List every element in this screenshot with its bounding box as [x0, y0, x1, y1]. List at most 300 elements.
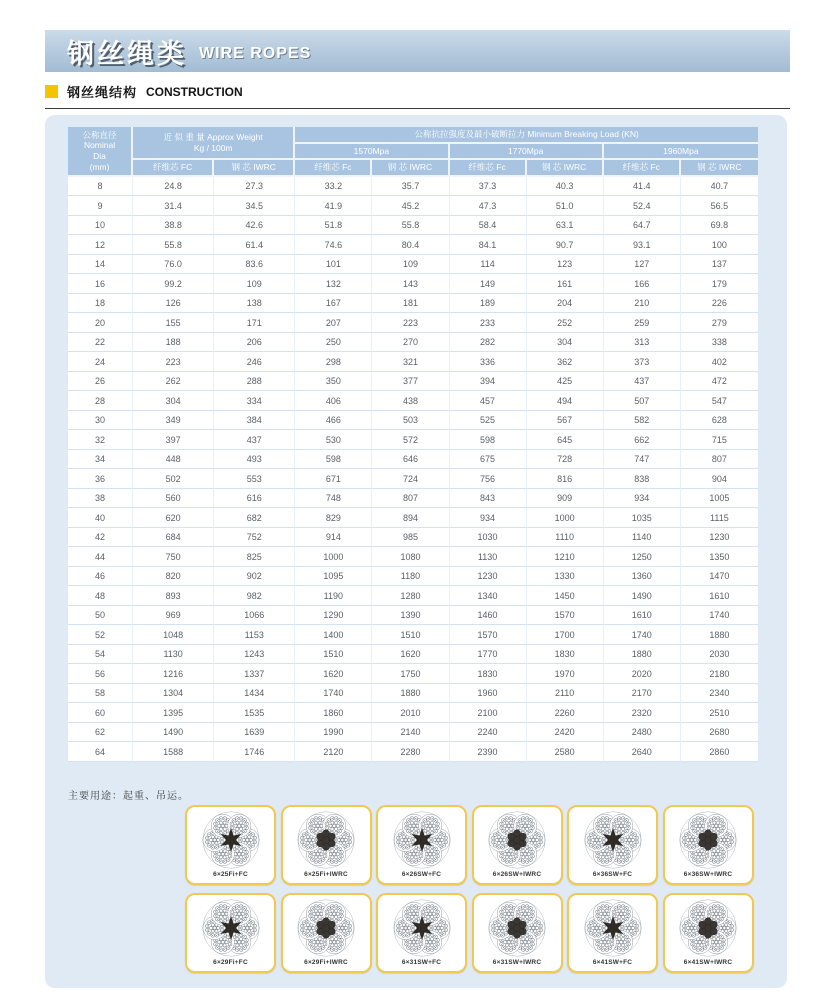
rope-card-grid [185, 805, 757, 973]
table-row [68, 177, 758, 197]
dia-cell: 24 [68, 352, 133, 372]
value-cell: 55.8 [133, 235, 214, 255]
value-cell: 616 [214, 489, 295, 509]
value-cell: 553 [214, 469, 295, 489]
value-cell: 34.5 [214, 196, 295, 216]
value-cell: 336 [450, 352, 527, 372]
value-cell: 2510 [681, 703, 758, 723]
table-row [68, 372, 758, 392]
value-cell: 530 [295, 430, 372, 450]
value-cell: 820 [133, 567, 214, 587]
value-cell: 437 [604, 372, 681, 392]
value-cell: 1400 [295, 625, 372, 645]
value-cell: 2480 [604, 723, 681, 743]
value-cell: 1830 [450, 664, 527, 684]
value-cell: 204 [527, 294, 604, 314]
value-cell: 304 [133, 391, 214, 411]
value-cell: 829 [295, 508, 372, 528]
col-header-1570mpa: 1570Mpa [295, 144, 449, 161]
value-cell: 1230 [450, 567, 527, 587]
value-cell: 47.3 [450, 196, 527, 216]
value-cell: 55.8 [372, 216, 449, 236]
value-cell: 1216 [133, 664, 214, 684]
value-cell: 252 [527, 313, 604, 333]
value-cell: 40.3 [527, 177, 604, 197]
value-cell: 1620 [295, 664, 372, 684]
value-cell: 1535 [214, 703, 295, 723]
value-cell: 188 [133, 333, 214, 353]
rope-cross-section-fc [583, 898, 643, 958]
content-panel [45, 115, 787, 988]
value-cell: 750 [133, 547, 214, 567]
banner-title-zh: 钢丝绳类 [67, 38, 187, 69]
value-cell: 259 [604, 313, 681, 333]
value-cell: 682 [214, 508, 295, 528]
value-cell: 52.4 [604, 196, 681, 216]
value-cell: 1620 [372, 645, 449, 665]
value-cell: 1395 [133, 703, 214, 723]
table-row [68, 333, 758, 353]
value-cell: 472 [681, 372, 758, 392]
rope-card-label: 6×36SW+IWRC [683, 871, 733, 878]
value-cell: 904 [681, 469, 758, 489]
rope-card-label: 6×36SW+FC [592, 871, 633, 878]
value-cell: 1030 [450, 528, 527, 548]
table-row [68, 352, 758, 372]
rope-cross-section-iwrc [296, 898, 356, 958]
banner-title-en: WIRE ROPES [199, 45, 312, 62]
dia-cell: 9 [68, 196, 133, 216]
rope-cross-section-iwrc [296, 810, 356, 870]
table-row [68, 645, 758, 665]
value-cell: 1153 [214, 625, 295, 645]
value-cell: 24.8 [133, 177, 214, 197]
col-header-approx-weight: 近 似 重 量 Approx Weight Kg / 100m [133, 127, 295, 160]
table-row [68, 606, 758, 626]
value-cell: 567 [527, 411, 604, 431]
dia-cell: 20 [68, 313, 133, 333]
rope-cross-section-iwrc [487, 898, 547, 958]
subcol-weight-fc: 纤维芯 FC [133, 160, 214, 177]
value-cell: 437 [214, 430, 295, 450]
table-row [68, 528, 758, 548]
value-cell: 126 [133, 294, 214, 314]
table-row [68, 216, 758, 236]
dia-cell: 48 [68, 586, 133, 606]
value-cell: 902 [214, 567, 295, 587]
value-cell: 74.6 [295, 235, 372, 255]
table-row [68, 684, 758, 704]
value-cell: 560 [133, 489, 214, 509]
value-cell: 1490 [604, 586, 681, 606]
value-cell: 84.1 [450, 235, 527, 255]
dia-cell: 40 [68, 508, 133, 528]
dia-cell: 58 [68, 684, 133, 704]
value-cell: 1360 [604, 567, 681, 587]
section-title-zh: 钢丝绳结构 [67, 85, 138, 100]
value-cell: 1005 [681, 489, 758, 509]
value-cell: 747 [604, 450, 681, 470]
rope-card-label: 6×29Fi+IWRC [304, 959, 348, 966]
table-row [68, 547, 758, 567]
value-cell: 179 [681, 274, 758, 294]
value-cell: 51.0 [527, 196, 604, 216]
value-cell: 1970 [527, 664, 604, 684]
value-cell: 969 [133, 606, 214, 626]
value-cell: 838 [604, 469, 681, 489]
col-header-1960mpa: 1960Mpa [604, 144, 758, 161]
value-cell: 893 [133, 586, 214, 606]
value-cell: 1610 [681, 586, 758, 606]
table-row [68, 255, 758, 275]
value-cell: 748 [295, 489, 372, 509]
value-cell: 171 [214, 313, 295, 333]
value-cell: 675 [450, 450, 527, 470]
value-cell: 1490 [133, 723, 214, 743]
value-cell: 100 [681, 235, 758, 255]
table-row [68, 586, 758, 606]
value-cell: 397 [133, 430, 214, 450]
value-cell: 279 [681, 313, 758, 333]
value-cell: 138 [214, 294, 295, 314]
value-cell: 2170 [604, 684, 681, 704]
rope-card [567, 893, 658, 973]
rope-card [567, 805, 658, 885]
value-cell: 934 [450, 508, 527, 528]
value-cell: 1570 [450, 625, 527, 645]
value-cell: 1066 [214, 606, 295, 626]
value-cell: 41.4 [604, 177, 681, 197]
value-cell: 2140 [372, 723, 449, 743]
value-cell: 226 [681, 294, 758, 314]
value-cell: 1330 [527, 567, 604, 587]
value-cell: 109 [372, 255, 449, 275]
value-cell: 45.2 [372, 196, 449, 216]
col-header-nominal-dia: 公称直径 Nominal Dia (mm) [68, 127, 133, 177]
value-cell: 582 [604, 411, 681, 431]
dia-cell: 26 [68, 372, 133, 392]
value-cell: 1130 [450, 547, 527, 567]
rope-card [663, 893, 754, 973]
table-row [68, 196, 758, 216]
value-cell: 143 [372, 274, 449, 294]
value-cell: 2030 [681, 645, 758, 665]
rope-card-label: 6×41SW+IWRC [683, 959, 733, 966]
subcol-1770-iwrc: 钢 芯 IWRC [527, 160, 604, 177]
value-cell: 2280 [372, 742, 449, 762]
rope-card-label: 6×25Fi+FC [213, 871, 248, 878]
value-cell: 166 [604, 274, 681, 294]
rope-card [472, 805, 563, 885]
value-cell: 2860 [681, 742, 758, 762]
value-cell: 1000 [527, 508, 604, 528]
value-cell: 646 [372, 450, 449, 470]
value-cell: 1095 [295, 567, 372, 587]
value-cell: 1230 [681, 528, 758, 548]
value-cell: 1304 [133, 684, 214, 704]
table-row [68, 625, 758, 645]
value-cell: 620 [133, 508, 214, 528]
value-cell: 894 [372, 508, 449, 528]
value-cell: 756 [450, 469, 527, 489]
value-cell: 90.7 [527, 235, 604, 255]
value-cell: 1180 [372, 567, 449, 587]
value-cell: 298 [295, 352, 372, 372]
dia-cell: 22 [68, 333, 133, 353]
rope-card-label: 6×41SW+FC [592, 959, 633, 966]
value-cell: 985 [372, 528, 449, 548]
value-cell: 181 [372, 294, 449, 314]
value-cell: 1460 [450, 606, 527, 626]
value-cell: 457 [450, 391, 527, 411]
value-cell: 1280 [372, 586, 449, 606]
value-cell: 58.4 [450, 216, 527, 236]
rope-card-label: 6×26SW+FC [401, 871, 442, 878]
table-row [68, 411, 758, 431]
value-cell: 1880 [681, 625, 758, 645]
value-cell: 288 [214, 372, 295, 392]
dia-cell: 56 [68, 664, 133, 684]
value-cell: 132 [295, 274, 372, 294]
dia-cell: 30 [68, 411, 133, 431]
value-cell: 1210 [527, 547, 604, 567]
value-cell: 724 [372, 469, 449, 489]
value-cell: 101 [295, 255, 372, 275]
value-cell: 210 [604, 294, 681, 314]
value-cell: 61.4 [214, 235, 295, 255]
value-cell: 684 [133, 528, 214, 548]
subcol-weight-iwrc: 钢 芯 IWRC [214, 160, 295, 177]
value-cell: 1740 [604, 625, 681, 645]
rope-cross-section-fc [201, 810, 261, 870]
value-cell: 1000 [295, 547, 372, 567]
rope-cross-section-fc [392, 810, 452, 870]
value-cell: 1035 [604, 508, 681, 528]
value-cell: 628 [681, 411, 758, 431]
value-cell: 282 [450, 333, 527, 353]
value-cell: 406 [295, 391, 372, 411]
value-cell: 2340 [681, 684, 758, 704]
value-cell: 83.6 [214, 255, 295, 275]
dia-cell: 64 [68, 742, 133, 762]
value-cell: 914 [295, 528, 372, 548]
value-cell: 1740 [295, 684, 372, 704]
value-cell: 338 [681, 333, 758, 353]
value-cell: 51.8 [295, 216, 372, 236]
subcol-1770-fc: 纤维芯 Fc [450, 160, 527, 177]
rope-card [472, 893, 563, 973]
value-cell: 38.8 [133, 216, 214, 236]
value-cell: 37.3 [450, 177, 527, 197]
value-cell: 161 [527, 274, 604, 294]
value-cell: 27.3 [214, 177, 295, 197]
dia-cell: 46 [68, 567, 133, 587]
value-cell: 33.2 [295, 177, 372, 197]
rope-card-label: 6×26SW+IWRC [492, 871, 542, 878]
rope-card [376, 893, 467, 973]
value-cell: 394 [450, 372, 527, 392]
value-cell: 1115 [681, 508, 758, 528]
value-cell: 2390 [450, 742, 527, 762]
value-cell: 752 [214, 528, 295, 548]
rope-card-label: 6×31SW+IWRC [492, 959, 542, 966]
spec-table [68, 127, 758, 762]
dia-cell: 8 [68, 177, 133, 197]
subcol-1570-iwrc: 钢 芯 IWRC [372, 160, 449, 177]
rope-cross-section-iwrc [678, 810, 738, 870]
value-cell: 304 [527, 333, 604, 353]
value-cell: 1510 [295, 645, 372, 665]
value-cell: 1450 [527, 586, 604, 606]
value-cell: 598 [450, 430, 527, 450]
value-cell: 149 [450, 274, 527, 294]
dia-cell: 12 [68, 235, 133, 255]
section-heading [45, 82, 790, 109]
value-cell: 2580 [527, 742, 604, 762]
value-cell: 334 [214, 391, 295, 411]
value-cell: 525 [450, 411, 527, 431]
dia-cell: 18 [68, 294, 133, 314]
value-cell: 1470 [681, 567, 758, 587]
value-cell: 349 [133, 411, 214, 431]
dia-cell: 44 [68, 547, 133, 567]
value-cell: 63.1 [527, 216, 604, 236]
value-cell: 1350 [681, 547, 758, 567]
value-cell: 1700 [527, 625, 604, 645]
value-cell: 715 [681, 430, 758, 450]
table-row [68, 703, 758, 723]
value-cell: 1746 [214, 742, 295, 762]
value-cell: 31.4 [133, 196, 214, 216]
value-cell: 35.7 [372, 177, 449, 197]
table-body [68, 177, 758, 762]
value-cell: 2020 [604, 664, 681, 684]
subcol-1960-fc: 纤维芯 Fc [604, 160, 681, 177]
value-cell: 807 [372, 489, 449, 509]
value-cell: 40.7 [681, 177, 758, 197]
value-cell: 1337 [214, 664, 295, 684]
table-row [68, 469, 758, 489]
value-cell: 56.5 [681, 196, 758, 216]
value-cell: 934 [604, 489, 681, 509]
yellow-bullet-icon [45, 85, 58, 98]
value-cell: 982 [214, 586, 295, 606]
table-row [68, 489, 758, 509]
value-cell: 425 [527, 372, 604, 392]
value-cell: 233 [450, 313, 527, 333]
table-row [68, 664, 758, 684]
dia-cell: 34 [68, 450, 133, 470]
value-cell: 1340 [450, 586, 527, 606]
value-cell: 1588 [133, 742, 214, 762]
value-cell: 167 [295, 294, 372, 314]
value-cell: 1243 [214, 645, 295, 665]
dia-cell: 10 [68, 216, 133, 236]
value-cell: 207 [295, 313, 372, 333]
value-cell: 1434 [214, 684, 295, 704]
value-cell: 189 [450, 294, 527, 314]
page-banner [45, 30, 790, 72]
value-cell: 262 [133, 372, 214, 392]
value-cell: 1570 [527, 606, 604, 626]
rope-card [281, 893, 372, 973]
dia-cell: 28 [68, 391, 133, 411]
rope-cross-section-fc [392, 898, 452, 958]
table-row [68, 567, 758, 587]
value-cell: 1880 [604, 645, 681, 665]
rope-card [281, 805, 372, 885]
usage-note: 主要用途：起重、吊运。 [68, 791, 189, 802]
value-cell: 114 [450, 255, 527, 275]
value-cell: 466 [295, 411, 372, 431]
value-cell: 2120 [295, 742, 372, 762]
value-cell: 1140 [604, 528, 681, 548]
rope-card-label: 6×29Fi+FC [213, 959, 248, 966]
value-cell: 1960 [450, 684, 527, 704]
value-cell: 507 [604, 391, 681, 411]
value-cell: 313 [604, 333, 681, 353]
value-cell: 598 [295, 450, 372, 470]
rope-card-label: 6×31SW+FC [401, 959, 442, 966]
value-cell: 662 [604, 430, 681, 450]
col-header-breaking-load: 公称抗拉强度及最小破断拉力 Minimum Breaking Load (KN) [295, 127, 758, 144]
value-cell: 1048 [133, 625, 214, 645]
value-cell: 402 [681, 352, 758, 372]
value-cell: 69.8 [681, 216, 758, 236]
value-cell: 1080 [372, 547, 449, 567]
dia-cell: 36 [68, 469, 133, 489]
value-cell: 807 [681, 450, 758, 470]
value-cell: 373 [604, 352, 681, 372]
table-row [68, 450, 758, 470]
value-cell: 384 [214, 411, 295, 431]
value-cell: 1860 [295, 703, 372, 723]
dia-cell: 14 [68, 255, 133, 275]
value-cell: 123 [527, 255, 604, 275]
col-header-1770mpa: 1770Mpa [450, 144, 604, 161]
value-cell: 1290 [295, 606, 372, 626]
value-cell: 377 [372, 372, 449, 392]
value-cell: 321 [372, 352, 449, 372]
value-cell: 1610 [604, 606, 681, 626]
dia-cell: 54 [68, 645, 133, 665]
rope-cross-section-iwrc [678, 898, 738, 958]
value-cell: 1880 [372, 684, 449, 704]
value-cell: 223 [133, 352, 214, 372]
table-row [68, 274, 758, 294]
value-cell: 2100 [450, 703, 527, 723]
value-cell: 1110 [527, 528, 604, 548]
dia-cell: 38 [68, 489, 133, 509]
value-cell: 362 [527, 352, 604, 372]
table-row [68, 235, 758, 255]
value-cell: 42.6 [214, 216, 295, 236]
value-cell: 1740 [681, 606, 758, 626]
value-cell: 825 [214, 547, 295, 567]
value-cell: 2320 [604, 703, 681, 723]
value-cell: 2180 [681, 664, 758, 684]
value-cell: 448 [133, 450, 214, 470]
value-cell: 2640 [604, 742, 681, 762]
value-cell: 155 [133, 313, 214, 333]
value-cell: 493 [214, 450, 295, 470]
value-cell: 572 [372, 430, 449, 450]
value-cell: 1190 [295, 586, 372, 606]
table-row [68, 313, 758, 333]
subcol-1570-fc: 纤维芯 Fc [295, 160, 372, 177]
dia-cell: 62 [68, 723, 133, 743]
value-cell: 93.1 [604, 235, 681, 255]
